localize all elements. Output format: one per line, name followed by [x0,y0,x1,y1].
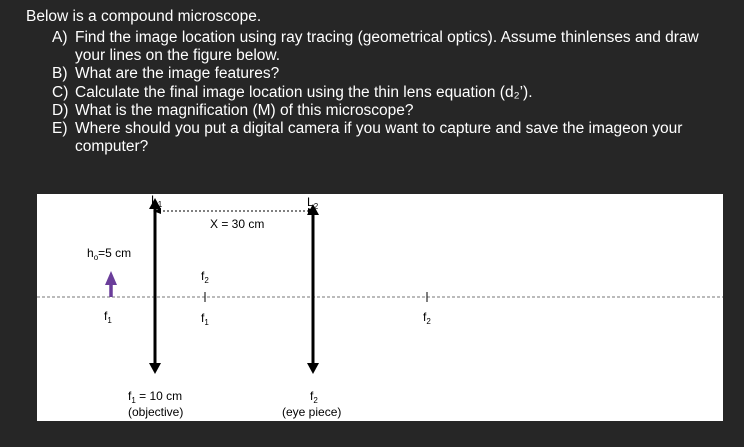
object-arrow-head [105,271,117,285]
separation-label: X = 30 cm [210,217,265,231]
question-letter: C) [52,83,69,101]
lens2-label: $L_2$ [307,195,319,211]
question-text: Find the image location using ray tracing (geometrical optics). Assume thinlenses and draw your lines on the figure below. [75,29,699,65]
lens-l1-bottom-arrow [149,363,161,374]
focal-left-label: $f_1$ [104,309,112,325]
objective-name-label: (objective) [128,405,184,419]
microscope-diagram [37,194,723,421]
question-b [52,65,732,83]
eyepiece-name-label: (eye piece) [282,405,342,419]
question-a [52,29,732,65]
question-text: Where should you put a digital camera if you want to capture and save the imageon your computer? [75,120,683,156]
focal-mid-bottom-label: $f_1$ [201,311,209,327]
question-d [52,102,732,120]
question-letter: E) [52,120,68,138]
question-c [52,84,732,102]
object-height-label: $h_o=5$ cm [87,246,132,262]
question-text: Calculate the final image location using the thin lens equation (d₂’). [75,83,533,101]
question-text: What are the image features? [75,65,280,83]
lens1-label: $L_1$ [151,194,163,209]
question-text: What is the magnification (M) of this microscope? [75,101,414,119]
question-e [52,120,732,156]
focal-right-label: $f_2$ [423,310,431,326]
eyepiece-focal-label: $f_2$ [310,389,318,405]
intro-text: Below is a compound microscope. [26,8,262,25]
question-letter: A) [52,29,68,46]
microscope-figure [37,194,723,421]
question-letter: B) [52,65,68,83]
question-list [52,29,732,156]
objective-focal-label: $f_1 = 10$ cm [128,389,183,405]
focal-mid-top-label: $f_2$ [201,269,209,285]
lens-l2-bottom-arrow [307,363,319,374]
question-letter: D) [52,101,69,119]
